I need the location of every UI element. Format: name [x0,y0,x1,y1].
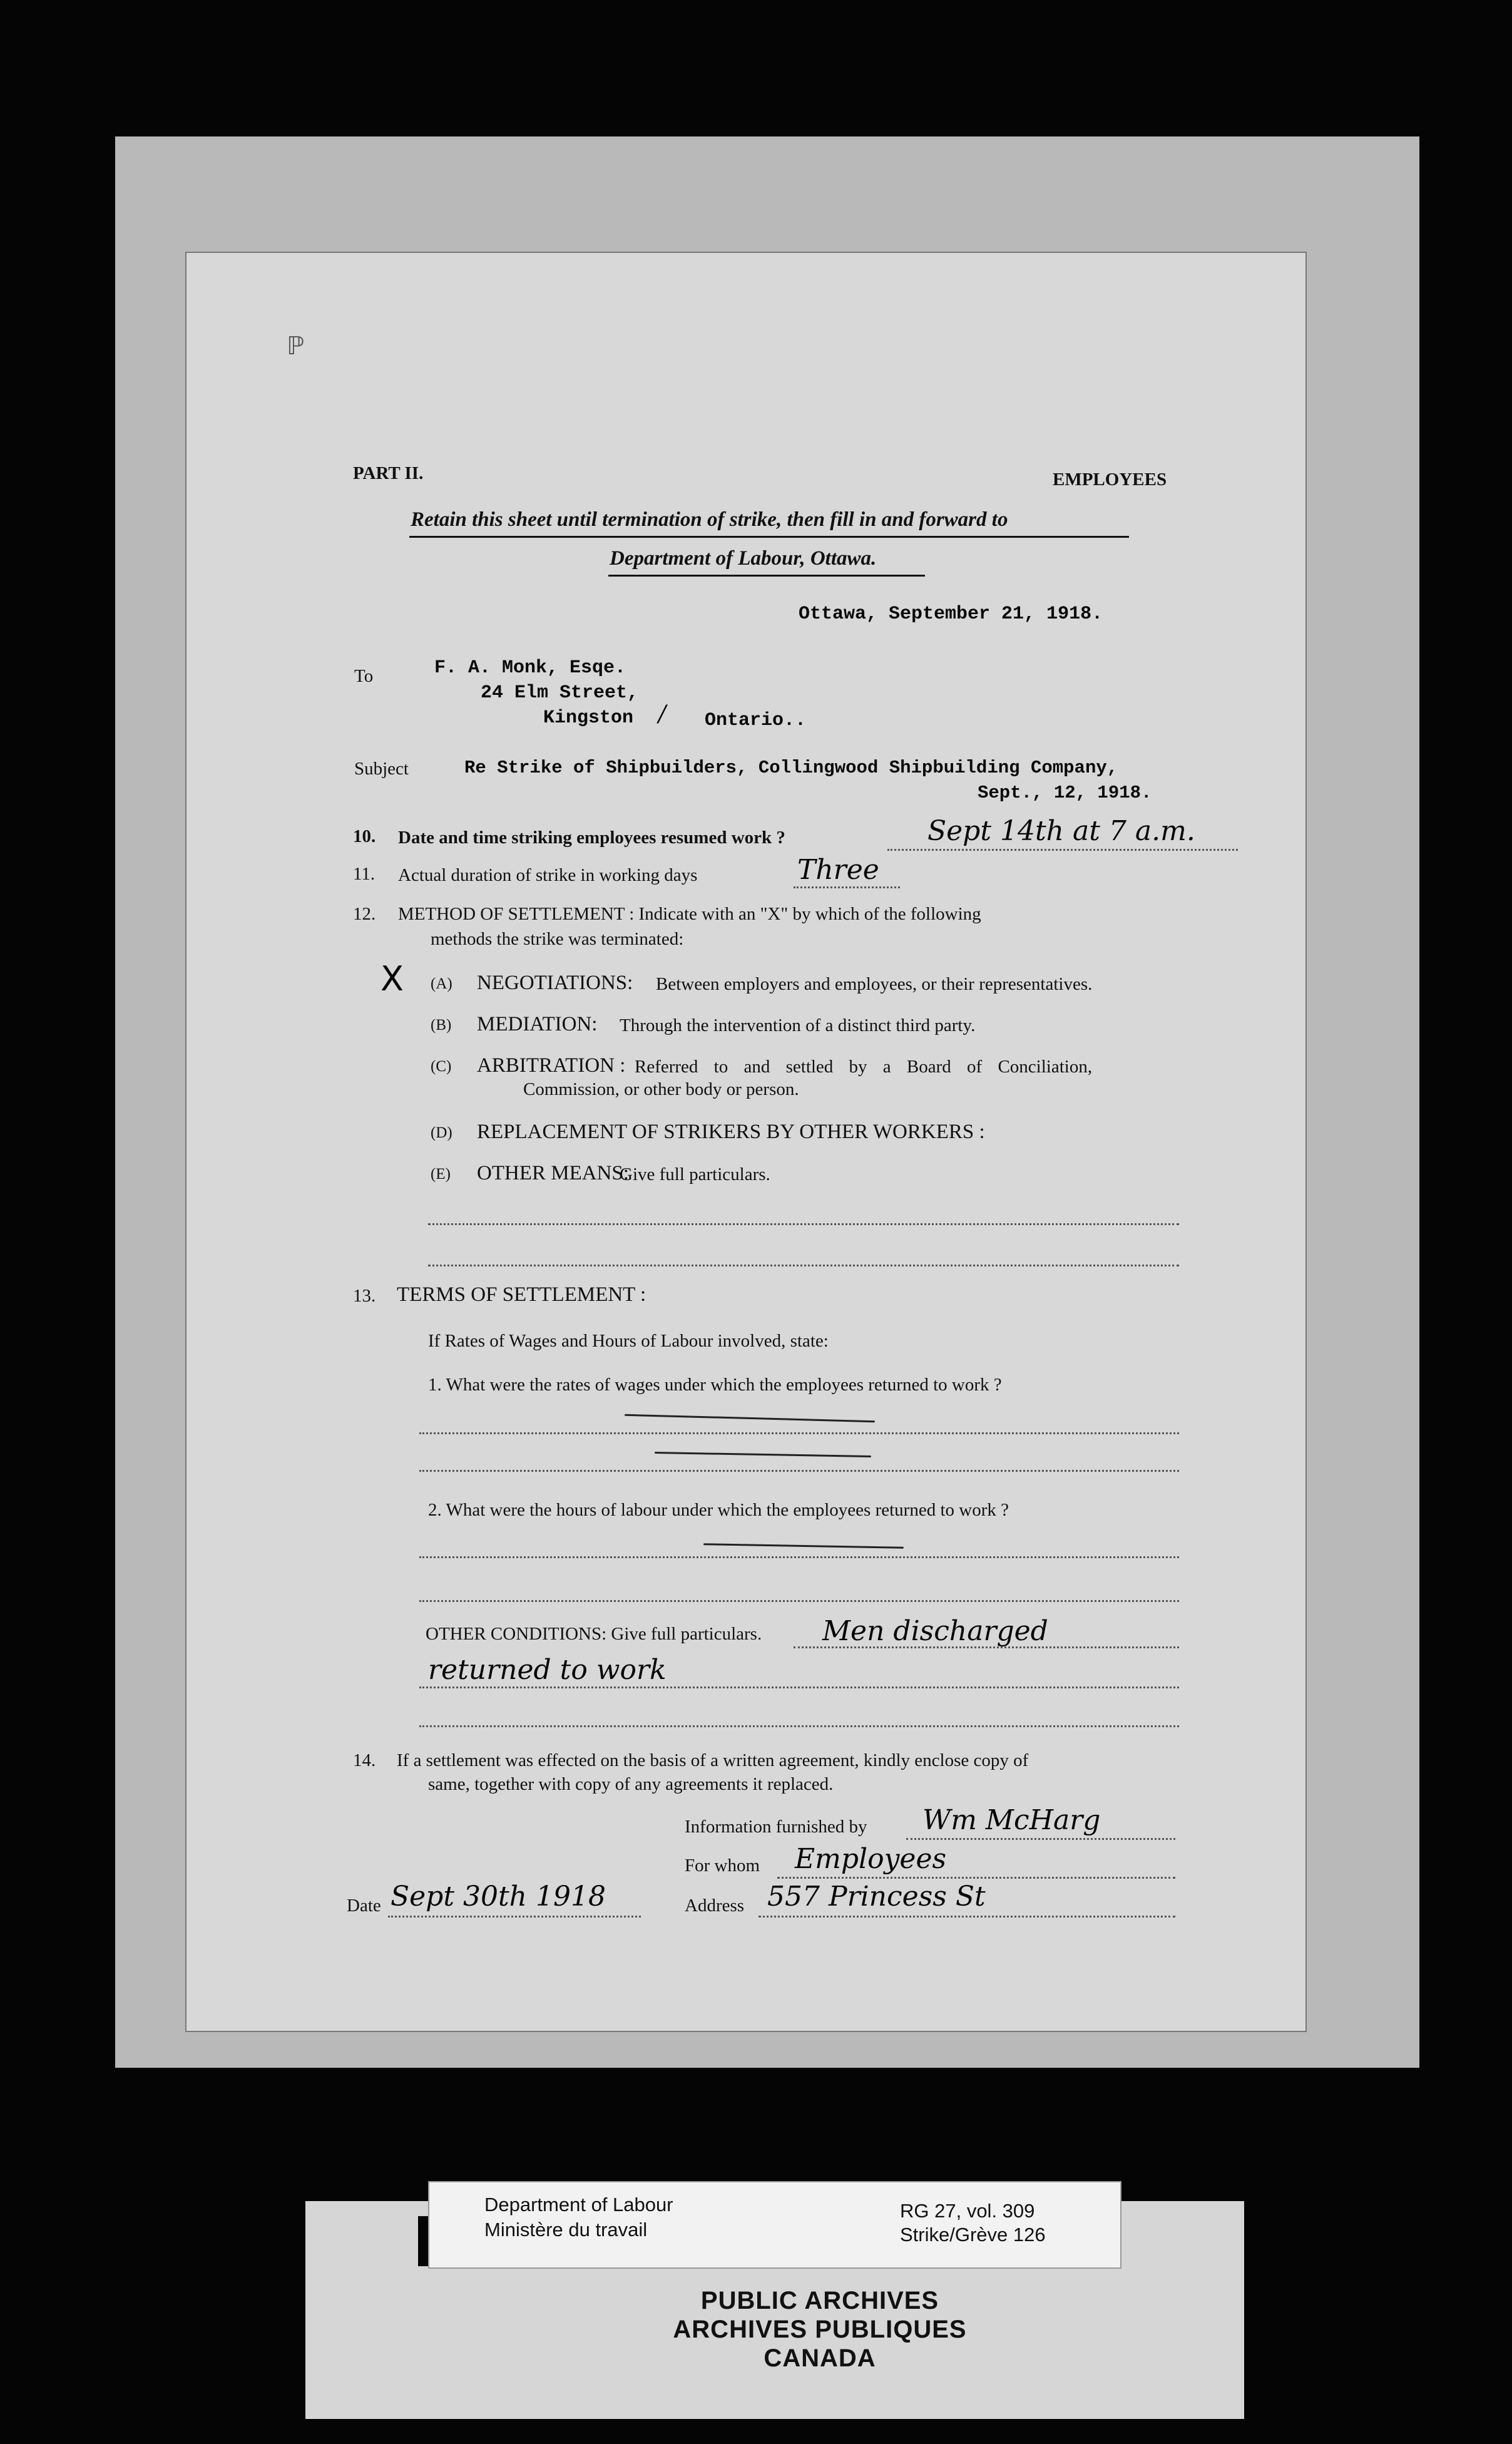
instruction-line-1: Retain this sheet until termination of strike, then fill in and forward to [411,508,1008,531]
archive-reference-label [428,2181,1121,2269]
other-conditions-label: OTHER CONDITIONS: Give full particulars. [426,1624,762,1644]
option-e-key: (E) [431,1166,451,1183]
selected-x-mark: X [381,959,404,999]
subject-line-1: Re Strike of Shipbuilders, Collingwood Shipbuilding Company, [464,757,1118,778]
pencil-mark: ℙ [287,332,305,361]
option-b-title: MEDIATION: [477,1013,598,1035]
q14-text-2: same, together with copy of any agreements it replaced. [428,1774,834,1794]
q10-question: Date and time striking employees resumed work ? [398,828,785,848]
option-c-desc: Referred to and settled by a Board of Conciliation, [635,1057,1093,1077]
to-city: Kingston [543,707,634,729]
q13-intro: If Rates of Wages and Hours of Labour involved, state: [428,1331,829,1351]
date-value: Sept 30th 1918 [391,1881,606,1913]
dateline: Ottawa, September 21, 1918. [799,603,1103,625]
q12-text-1: METHOD OF SETTLEMENT : Indicate with an "X" by which of the following [398,904,981,924]
to-street: 24 Elm Street, [481,682,639,704]
other-conditions-answer-2: returned to work [428,1654,667,1686]
q13-question-2: 2. What were the hours of labour under which the employees returned to work ? [428,1500,1009,1520]
info-furnished-label: Information furnished by [685,1817,867,1837]
option-e-desc: Give full particulars. [620,1164,770,1184]
q13-number: 13. [353,1286,376,1306]
subject-label: Subject [354,759,409,779]
stamp-line-3: CANADA [764,2344,876,2372]
q14-text-1: If a settlement was effected on the basis of a written agreement, kindly enclose copy of [397,1750,1029,1770]
dept-french: Ministère du travail [484,2219,648,2241]
option-b-desc: Through the intervention of a distinct third party. [620,1015,976,1035]
for-whom-label: For whom [685,1856,760,1876]
q10-number: 10. [353,826,376,846]
option-a-key: (A) [431,975,452,992]
strike-report-form [185,252,1307,2032]
stamp-line-1: PUBLIC ARCHIVES [700,2287,939,2314]
part-label: PART II. [353,463,424,483]
form-type-label: EMPLOYEES [1053,470,1167,490]
q12-number: 12. [353,904,376,924]
to-handwritten-mark: / [658,701,667,727]
subject-line-2: Sept., 12, 1918. [978,783,1152,803]
option-b-key: (B) [431,1017,452,1034]
q11-question: Actual duration of strike in working days [398,865,698,885]
q14-number: 14. [353,1750,376,1770]
public-archives-stamp [538,2286,1101,2373]
for-whom-value: Employees [795,1843,947,1875]
option-c-key: (C) [431,1058,452,1075]
address-label: Address [685,1896,745,1916]
to-label: To [354,666,374,686]
q13-title: TERMS OF SETTLEMENT : [397,1283,646,1306]
option-d-key: (D) [431,1124,452,1141]
option-c-desc-2: Commission, or other body or person. [523,1079,799,1099]
to-province: Ontario.. [705,710,807,731]
option-d-title: REPLACEMENT OF STRIKERS BY OTHER WORKERS : [477,1121,985,1143]
q13-question-1: 1. What were the rates of wages under which the employees returned to work ? [428,1375,1002,1395]
option-a-title: NEGOTIATIONS: [477,972,633,994]
info-furnished-value: Wm McHarg [922,1804,1101,1836]
date-label: Date [347,1896,381,1916]
strike-number-ref: Strike/Grève 126 [900,2224,1046,2246]
q11-answer: Three [797,854,879,886]
other-conditions-answer-1: Men discharged [822,1615,1048,1647]
q10-answer: Sept 14th at 7 a.m. [927,815,1195,847]
stamp-line-2: ARCHIVES PUBLIQUES [673,2316,967,2343]
q12-text-2: methods the strike was terminated: [431,929,684,949]
address-value: 557 Princess St [767,1881,986,1913]
option-c-title: ARBITRATION : [477,1054,626,1077]
archive-card-notch [418,2216,428,2266]
to-name: F. A. Monk, Esqe. [434,657,626,679]
option-e-title: OTHER MEANS: [477,1162,629,1184]
option-a-desc: Between employers and employees, or their representatives. [656,974,1093,994]
record-group-ref: RG 27, vol. 309 [900,2200,1035,2222]
q11-number: 11. [353,864,375,884]
dept-english: Department of Labour [484,2194,673,2216]
instruction-line-2: Department of Labour, Ottawa. [610,547,877,570]
